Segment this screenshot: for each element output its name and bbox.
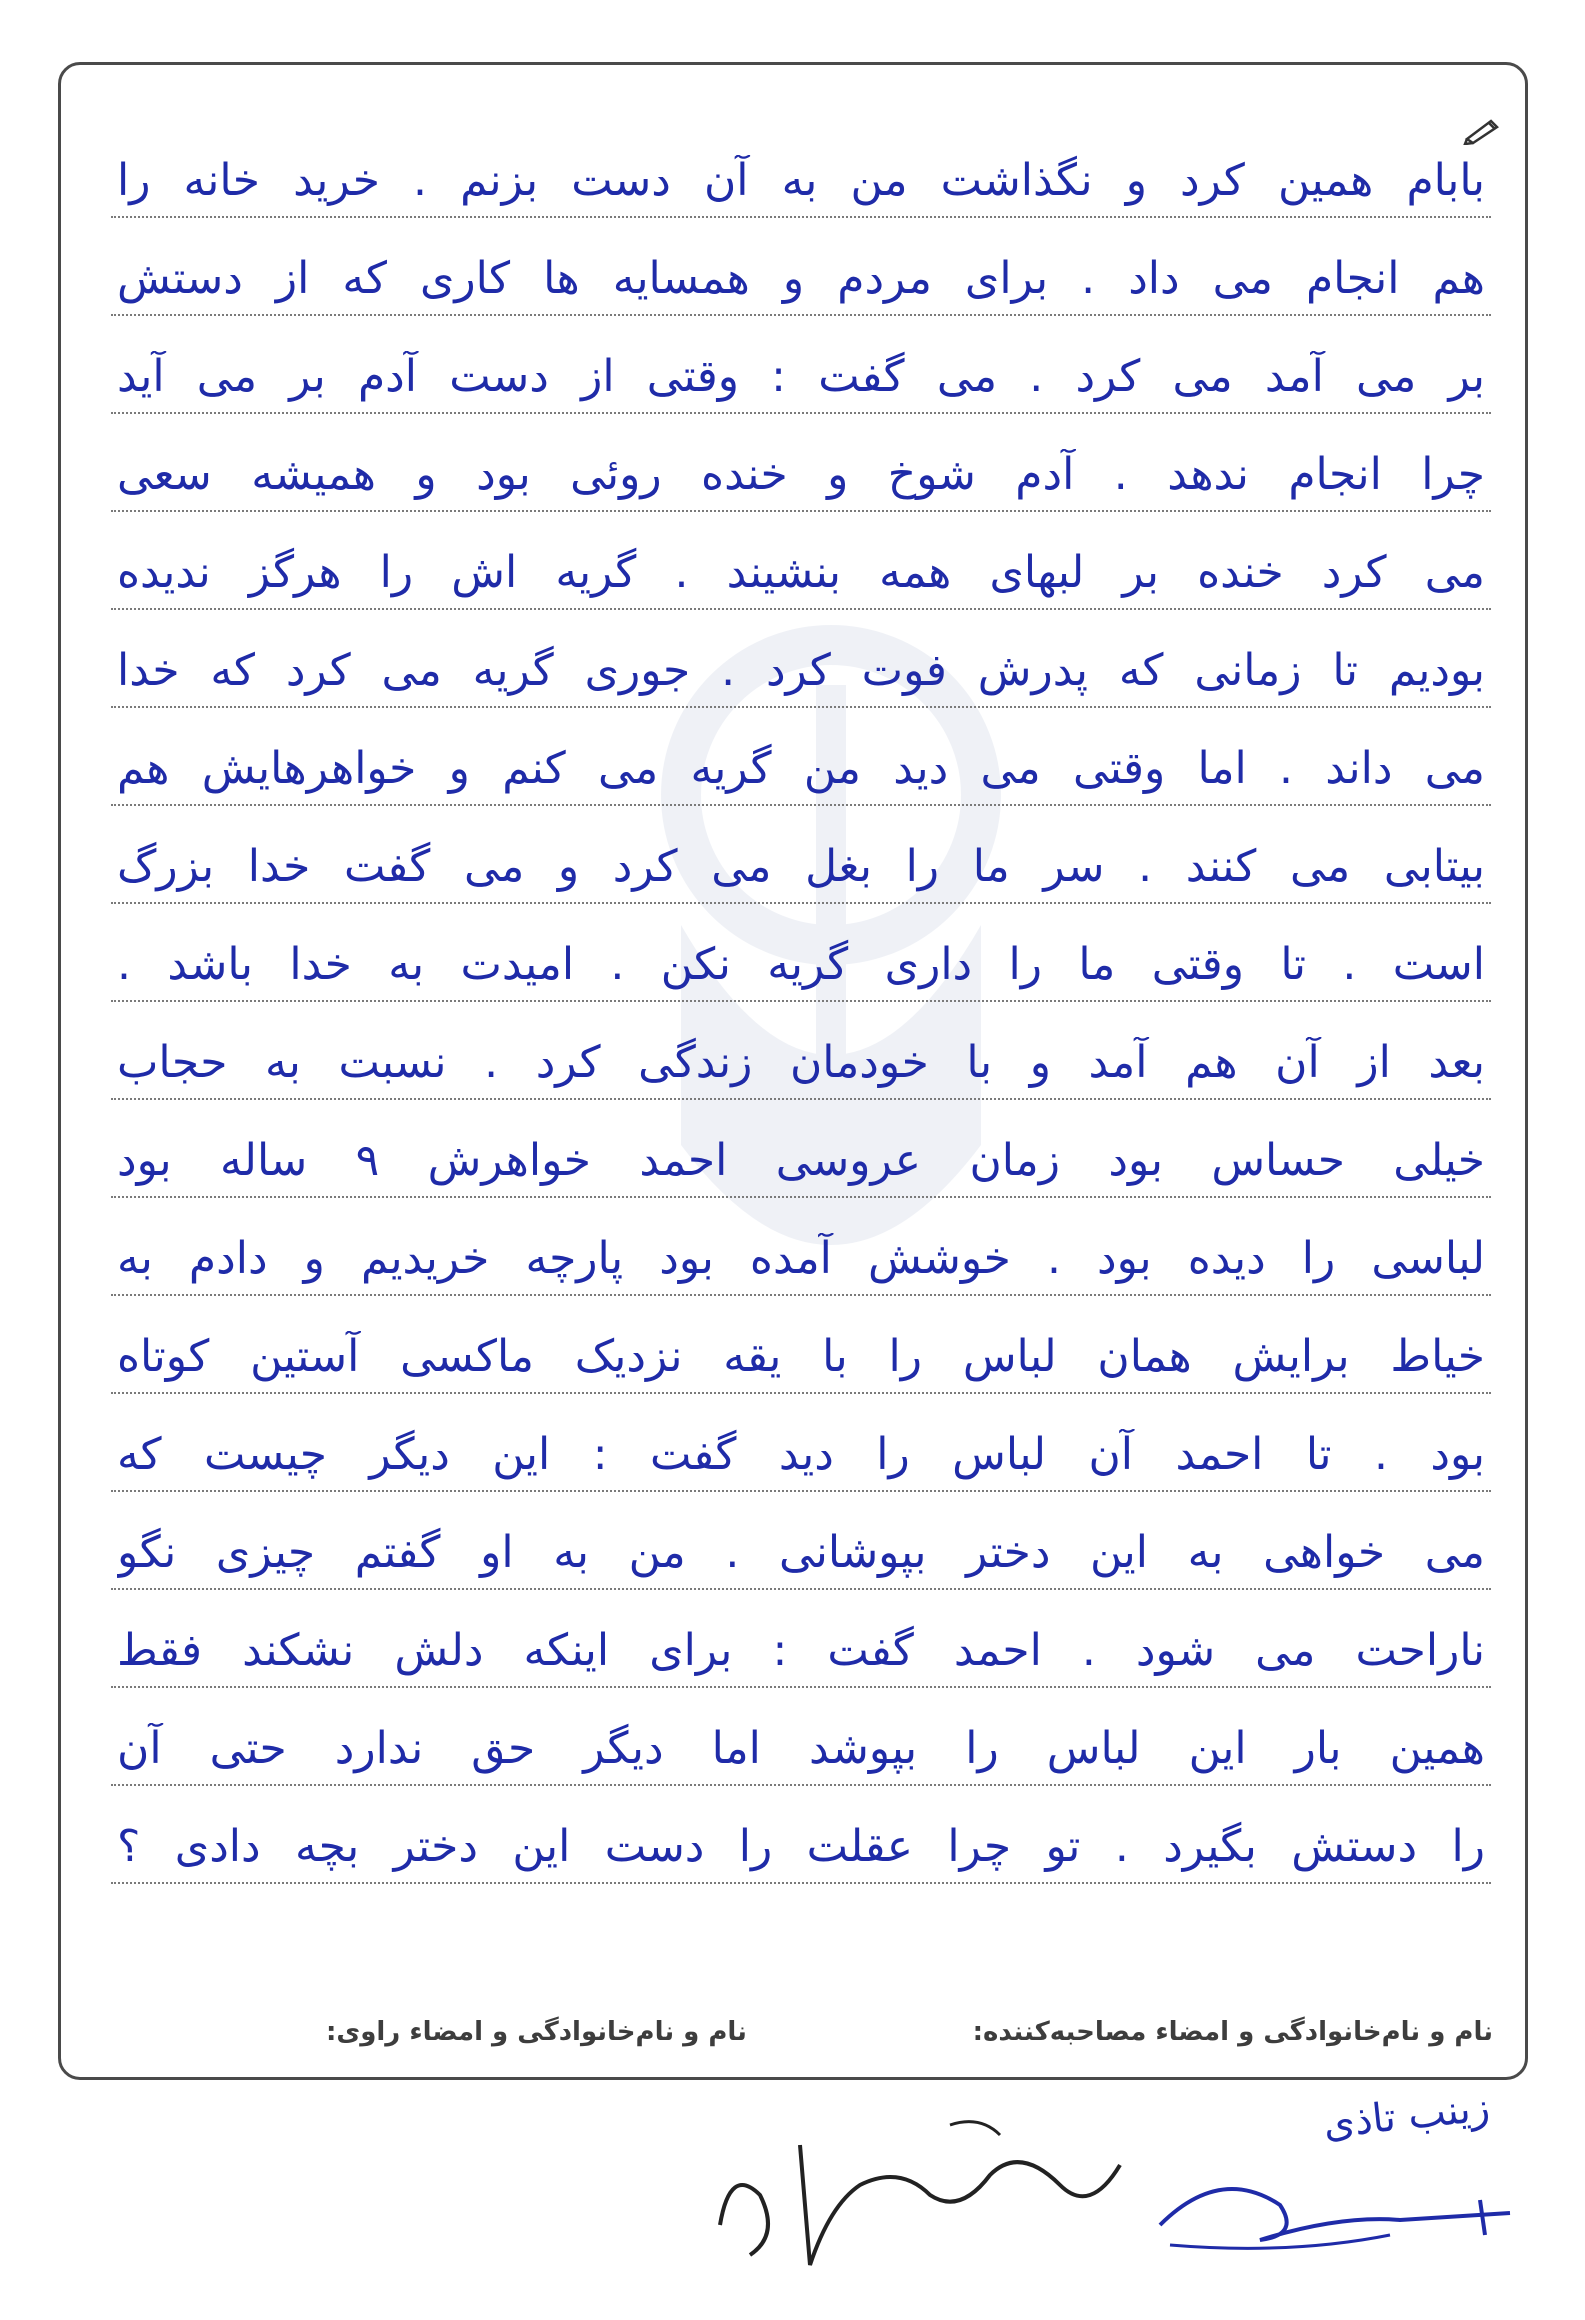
text-line <box>111 610 1491 708</box>
line-text: لباسی را دیده بود . خوشش آمده بود پارچه خریدیم و دادم به <box>117 1233 1485 1285</box>
line-text: بود . تا احمد آن لباس را دید گفت : این دیگر چیست که <box>117 1429 1485 1481</box>
page-footer <box>61 2005 1525 2065</box>
signature-scribble-2 <box>700 2105 1130 2275</box>
line-text: می کرد خنده بر لبهای همه بنشیند . گریه اش را هرگز ندیده <box>117 547 1485 599</box>
text-line <box>111 120 1491 218</box>
line-text: بیتابی می کنند . سر ما را بغل می کرد و می گفت خدا بزرگ <box>117 841 1485 893</box>
line-text: چرا انجام ندهد . آدم شوخ و خنده روئی بود و همیشه سعی <box>117 449 1485 501</box>
text-line <box>111 806 1491 904</box>
line-text: همین بار این لباس را بپوشد اما دیگر حق ندارد حتی آن <box>117 1723 1485 1775</box>
text-line <box>111 1198 1491 1296</box>
text-line <box>111 1002 1491 1100</box>
interviewer-signature-label: نام و نام‌خانوادگی و امضاء مصاحبه‌کننده: <box>972 2017 1493 2047</box>
text-line <box>111 1100 1491 1198</box>
line-text: بعد از آن هم آمد و با خودمان زندگی کرد . نسبت به حجاب <box>117 1037 1485 1089</box>
text-line <box>111 218 1491 316</box>
text-line <box>111 316 1491 414</box>
signature-name: زینب تاذی <box>1321 2084 1492 2148</box>
line-text: می خواهی به این دختر بپوشانی . من به او گفتم چیزی نگو <box>117 1527 1485 1579</box>
text-line <box>111 1590 1491 1688</box>
text-line <box>111 1688 1491 1786</box>
text-line <box>111 512 1491 610</box>
signature-scribble <box>1140 2145 1520 2265</box>
text-line <box>111 1394 1491 1492</box>
text-line <box>111 1296 1491 1394</box>
text-line <box>111 1492 1491 1590</box>
text-line <box>111 904 1491 1002</box>
narrator-signature-label: نام و نام‌خانوادگی و امضاء راوی: <box>326 2017 747 2047</box>
line-text: بر می آمد می کرد . می گفت : وقتی از دست آدم بر می آید <box>117 351 1485 403</box>
line-text: بابام همین کرد و نگذاشت من به آن دست بزنم . خرید خانه را <box>117 155 1485 207</box>
signature-area <box>700 2085 1520 2285</box>
lined-page <box>58 62 1528 2080</box>
line-text: را دستش بگیرد . تو چرا عقلت را دست این دختر بچه دادی ؟ <box>117 1821 1485 1873</box>
text-line <box>111 414 1491 512</box>
line-text: هم انجام می داد . برای مردم و همسایه ها کاری که از دستش <box>117 253 1485 305</box>
line-text: ناراحت می شود . احمد گفت : برای اینکه دلش نشکند فقط <box>117 1625 1485 1677</box>
handwritten-lines <box>111 120 1491 1884</box>
text-line <box>111 1786 1491 1884</box>
line-text: بودیم تا زمانی که پدرش فوت کرد . جوری گریه می کرد که خدا <box>117 645 1485 697</box>
line-text: خیلی حساس بود زمان عروسی احمد خواهرش ۹ ساله بود <box>117 1135 1485 1187</box>
line-text: می داند . اما وقتی می دید من گریه می کنم و خواهرهایش هم <box>117 743 1485 795</box>
line-text: است . تا وقتی ما را داری گریه نکن . امیدت به خدا باشد . <box>117 939 1485 991</box>
line-text: خیاط برایش همان لباس را با یقه نزدیک ماکسی آستین کوتاه <box>117 1331 1485 1383</box>
text-line <box>111 708 1491 806</box>
